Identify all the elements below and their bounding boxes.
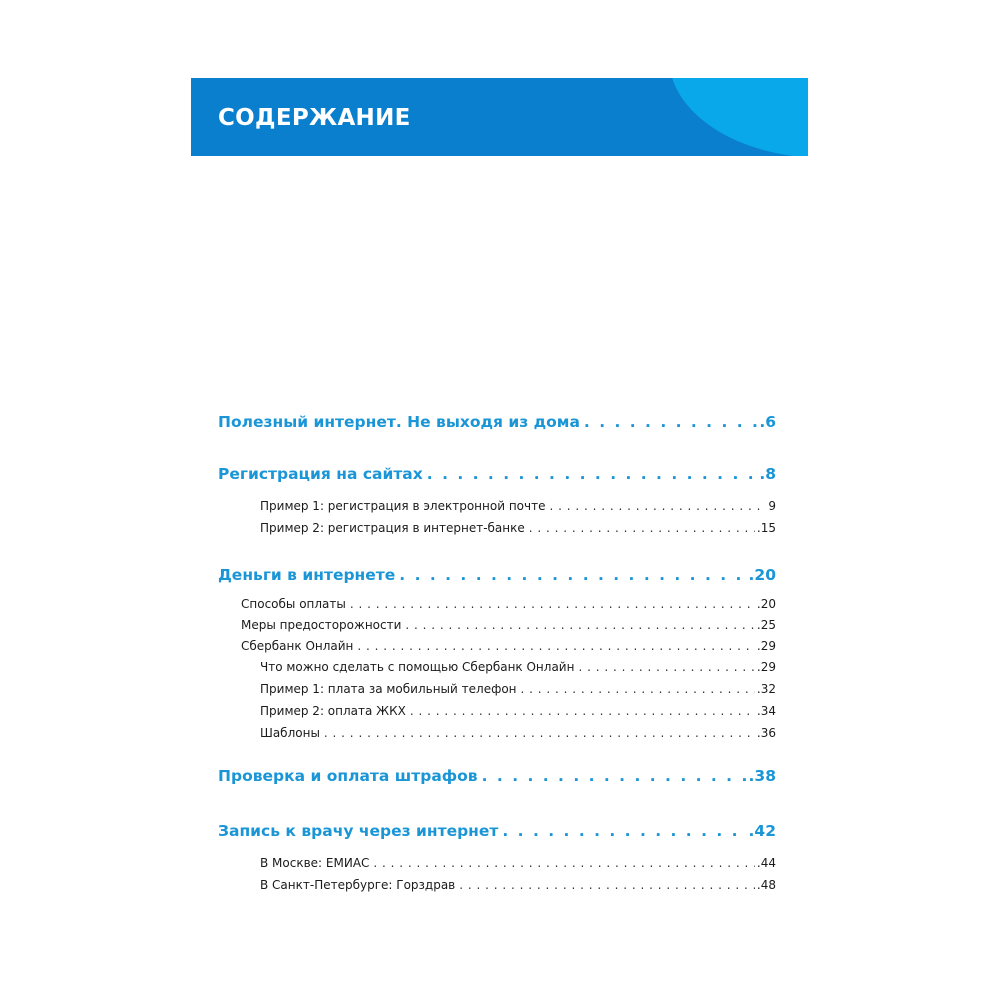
toc-entry[interactable]: [260, 660, 776, 674]
toc-leader-dots: [373, 856, 755, 870]
toc-leader-dots: [405, 618, 755, 632]
toc-leader-dots: [584, 413, 757, 431]
toc-entry-page: .42: [748, 822, 776, 840]
toc-entry-title: Меры предосторожности: [241, 618, 402, 632]
toc-entry-page: .44: [756, 856, 776, 870]
toc-entry-title: Сбербанк Онлайн: [241, 639, 354, 653]
toc-entry[interactable]: [260, 682, 776, 696]
toc-entry-page: .36: [756, 726, 776, 740]
toc-leader-dots: [549, 499, 766, 513]
toc-leader-dots: [324, 726, 755, 740]
toc-entry[interactable]: [260, 499, 776, 513]
header-banner: [191, 78, 808, 156]
toc-leader-dots: [578, 660, 754, 674]
toc-entry-title: В Москве: ЕМИАС: [260, 856, 370, 870]
toc-entry-page: .20: [748, 566, 776, 584]
toc-entry-page: .20: [756, 597, 776, 611]
toc-entry-title: Пример 1: плата за мобильный телефон: [260, 682, 517, 696]
toc-entry-title: Способы оплаты: [241, 597, 346, 611]
toc-leader-dots: [521, 682, 755, 696]
toc-entry-title: Шаблоны: [260, 726, 320, 740]
toc-entry[interactable]: [260, 704, 776, 718]
toc-entry-page: .25: [756, 618, 776, 632]
toc-leader-dots: [502, 822, 746, 840]
toc-entry[interactable]: [260, 856, 776, 870]
toc-entry-title: Регистрация на сайтах: [218, 465, 423, 483]
toc-leader-dots: [357, 639, 755, 653]
toc-entry[interactable]: [241, 639, 776, 653]
toc-entry[interactable]: [218, 465, 776, 483]
toc-leader-dots: [482, 767, 747, 785]
toc-entry-page: .48: [756, 878, 776, 892]
toc-entry-title: Запись к врачу через интернет: [218, 822, 499, 840]
toc-entry-title: Пример 1: регистрация в электронной почте: [260, 499, 546, 513]
toc-entry-page: .29: [756, 639, 776, 653]
toc-leader-dots: [427, 465, 758, 483]
toc-entry-page: .15: [756, 521, 776, 535]
toc-entry-title: В Санкт-Петербурге: Горздрав: [260, 878, 456, 892]
toc-entry[interactable]: [241, 618, 776, 632]
toc-leader-dots: [410, 704, 755, 718]
toc-entry[interactable]: [241, 597, 776, 611]
toc-entry-title: Полезный интернет. Не выходя из дома: [218, 413, 580, 431]
toc-entry-page: .32: [756, 682, 776, 696]
toc-entry-page: .34: [756, 704, 776, 718]
toc-entry-title: Что можно сделать с помощью Сбербанк Онлайн: [260, 660, 575, 674]
toc-leader-dots: [350, 597, 755, 611]
toc-entry-page: .29: [756, 660, 776, 674]
toc-entry-title: Проверка и оплата штрафов: [218, 767, 478, 785]
toc-entry[interactable]: [260, 521, 776, 535]
toc-leader-dots: [459, 878, 755, 892]
toc-entry[interactable]: [218, 822, 776, 840]
toc-entry-title: Деньги в интернете: [218, 566, 396, 584]
toc-leader-dots: [399, 566, 746, 584]
banner-decoration: [669, 78, 808, 156]
toc-entry[interactable]: [218, 767, 776, 785]
toc-entry-title: Пример 2: оплата ЖКХ: [260, 704, 406, 718]
toc-entry[interactable]: [218, 413, 776, 431]
toc-leader-dots: [529, 521, 755, 535]
toc-entry-title: Пример 2: регистрация в интернет-банке: [260, 521, 525, 535]
toc-entry-page: .38: [748, 767, 776, 785]
toc-entry[interactable]: [260, 726, 776, 740]
toc-entry[interactable]: [218, 566, 776, 584]
page-title: СОДЕРЖАНИЕ: [218, 105, 411, 131]
toc-entry[interactable]: [260, 878, 776, 892]
toc-entry-page: 9: [768, 499, 776, 513]
toc-entry-page: .8: [759, 465, 776, 483]
toc-entry-page: .6: [759, 413, 776, 431]
